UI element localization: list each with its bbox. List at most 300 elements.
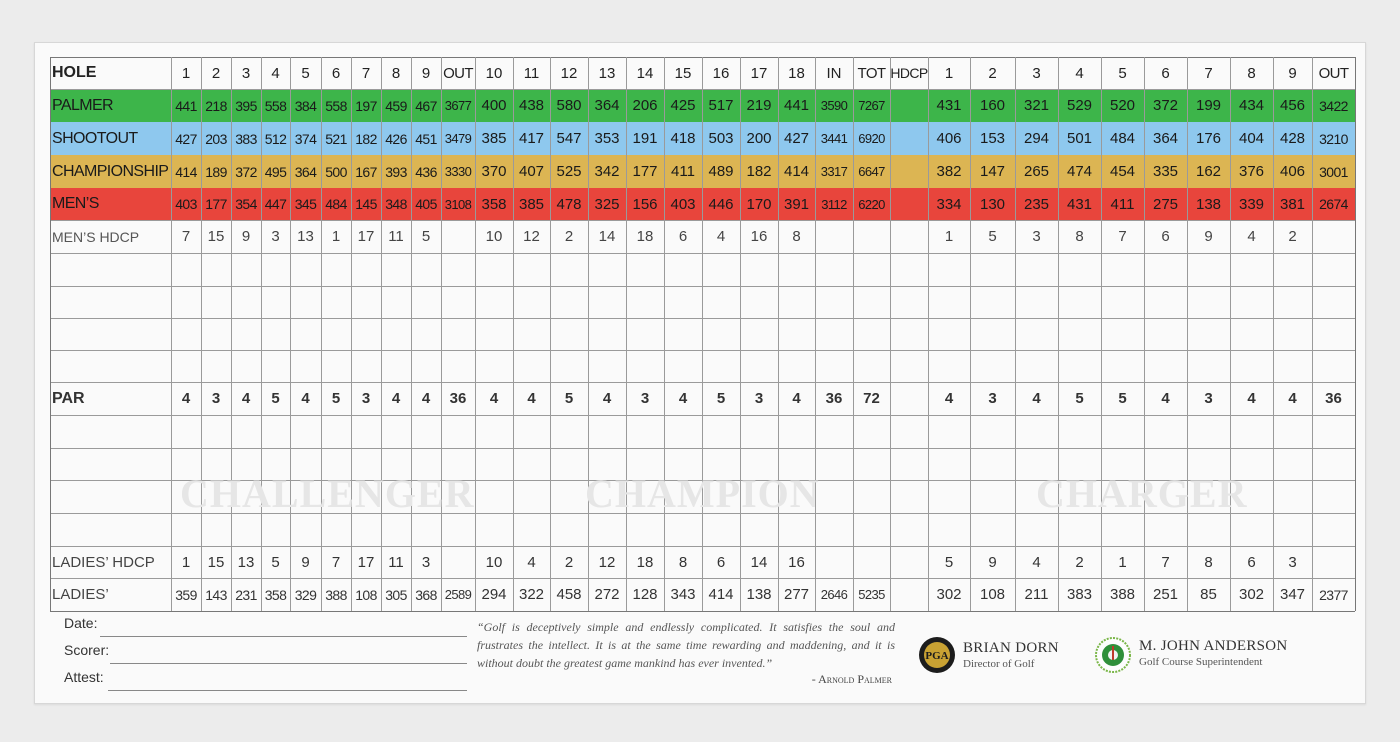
score-entry-cell[interactable] [231,513,261,546]
score-entry-cell[interactable] [351,318,381,350]
score-entry-cell[interactable] [853,415,890,448]
yardage-cell: 385 [481,130,507,147]
score-entry-cell[interactable] [815,513,853,546]
yardage-cell: 441 [783,97,810,114]
score-entry-cell[interactable] [853,253,890,286]
score-entry-cell[interactable] [740,253,778,286]
score-entry-cell[interactable] [50,350,171,382]
score-entry-cell[interactable] [261,513,290,546]
score-entry-cell[interactable] [1230,253,1273,286]
score-entry-cell[interactable] [1230,415,1273,448]
score-entry-cell[interactable] [1015,286,1058,318]
score-entry-cell[interactable] [853,318,890,350]
scorer-line[interactable] [110,663,467,664]
in-header: IN [826,64,842,82]
score-entry-cell[interactable] [50,513,171,546]
score-entry-cell[interactable] [290,318,321,350]
hdcp-cell: 8 [1075,228,1084,245]
score-entry-cell[interactable] [171,253,201,286]
score-entry-cell[interactable] [411,513,441,546]
yardage-cell: 451 [415,130,437,147]
yardage-cell: 385 [518,195,545,213]
hdcp-cell: 4 [1032,553,1041,571]
score-entry-cell[interactable] [928,286,970,318]
score-entry-cell[interactable] [890,286,928,318]
score-entry-cell[interactable] [1058,286,1101,318]
yardage-cell: 153 [979,130,1006,147]
yardage-cell: 364 [1152,130,1179,147]
score-entry-cell[interactable] [702,253,740,286]
score-entry-cell[interactable] [890,480,928,513]
score-entry-cell[interactable] [778,415,815,448]
hole-number: 17 [750,64,768,82]
score-entry-cell[interactable] [1230,350,1273,382]
score-entry-cell[interactable] [970,415,1015,448]
score-entry-cell[interactable] [778,318,815,350]
score-entry-cell[interactable] [853,513,890,546]
tee-name: MEN’S [52,195,99,212]
score-entry-cell[interactable] [231,415,261,448]
yardage-cell: 441 [175,97,197,114]
score-entry-cell[interactable] [928,513,970,546]
score-entry-cell[interactable] [513,480,550,513]
score-entry-cell[interactable] [1312,480,1355,513]
score-entry-cell[interactable] [1101,253,1144,286]
score-entry-cell[interactable] [411,253,441,286]
yardage-cell: 143 [205,586,227,603]
par-third-out: 36 [1325,390,1342,407]
score-entry-cell[interactable] [475,253,513,286]
score-entry-cell[interactable] [290,415,321,448]
score-entry-cell[interactable] [1230,513,1273,546]
yardage-cell: 197 [355,97,377,114]
yardage-cell: 200 [746,130,772,147]
score-entry-cell[interactable] [664,253,702,286]
hole-number: 11 [523,64,540,82]
score-entry-cell[interactable] [1187,415,1230,448]
score-entry-cell[interactable] [970,513,1015,546]
score-entry-cell[interactable] [1101,513,1144,546]
score-entry-cell[interactable] [1101,286,1144,318]
score-entry-cell[interactable] [381,350,411,382]
score-entry-cell[interactable] [702,415,740,448]
tot-yardage: 6920 [858,131,885,146]
score-entry-cell[interactable] [475,513,513,546]
yardage-cell: 427 [175,130,197,147]
score-entry-cell[interactable] [261,415,290,448]
yardage-cell: 354 [235,196,257,212]
par-cell: 5 [1075,390,1084,407]
score-entry-cell[interactable] [441,318,475,350]
score-entry-cell[interactable] [890,415,928,448]
score-entry-cell[interactable] [626,513,664,546]
yardage-cell: 395 [235,97,257,114]
score-entry-cell[interactable] [778,253,815,286]
score-entry-cell[interactable] [702,318,740,350]
score-entry-cell[interactable] [1187,253,1230,286]
score-entry-cell[interactable] [970,286,1015,318]
hole-number: 9 [421,64,431,82]
score-entry-cell[interactable] [513,350,550,382]
superintendent-title: Golf Course Superintendent [1139,656,1263,668]
score-entry-cell[interactable] [201,253,231,286]
score-entry-cell[interactable] [411,415,441,448]
score-entry-cell[interactable] [1187,350,1230,382]
score-entry-cell[interactable] [890,253,928,286]
yardage-cell: 156 [632,195,658,213]
score-entry-cell[interactable] [815,286,853,318]
score-entry-cell[interactable] [1015,318,1058,350]
score-entry-cell[interactable] [261,350,290,382]
score-entry-cell[interactable] [351,350,381,382]
score-entry-cell[interactable] [970,253,1015,286]
score-entry-cell[interactable] [1187,513,1230,546]
score-entry-cell[interactable] [231,286,261,318]
yardage-cell: 345 [294,196,317,212]
score-entry-cell[interactable] [626,415,664,448]
score-entry-cell[interactable] [261,286,290,318]
score-entry-cell[interactable] [853,286,890,318]
score-entry-cell[interactable] [550,448,588,480]
score-entry-cell[interactable] [351,286,381,318]
yardage-cell: 427 [783,130,810,147]
yardage-cell: 405 [415,196,437,212]
score-entry-cell[interactable] [1187,318,1230,350]
hdcp-cell: 16 [750,228,768,245]
score-entry-cell[interactable] [441,415,475,448]
tee-name: PALMER [52,96,114,114]
score-entry-cell[interactable] [1312,253,1355,286]
score-entry-cell[interactable] [1312,318,1355,350]
score-entry-cell[interactable] [853,480,890,513]
par-cell: 5 [271,390,280,407]
score-entry-cell[interactable] [928,253,970,286]
yardage-cell: 347 [1279,586,1306,603]
score-entry-cell[interactable] [381,513,411,546]
score-entry-cell[interactable] [928,415,970,448]
yardage-cell: 501 [1066,130,1093,147]
score-entry-cell[interactable] [351,253,381,286]
score-entry-cell[interactable] [513,318,550,350]
score-entry-cell[interactable] [550,350,588,382]
score-entry-cell[interactable] [588,253,626,286]
score-entry-cell[interactable] [201,513,231,546]
par-cell: 5 [1118,390,1127,407]
score-entry-cell[interactable] [1273,350,1312,382]
score-entry-cell[interactable] [702,286,740,318]
score-entry-cell[interactable] [1273,415,1312,448]
score-entry-cell[interactable] [1273,253,1312,286]
score-entry-cell[interactable] [171,286,201,318]
score-entry-cell[interactable] [201,286,231,318]
score-entry-cell[interactable] [321,350,351,382]
score-entry-cell[interactable] [1230,286,1273,318]
yardage-cell: 294 [481,586,507,603]
score-entry-cell[interactable] [1058,513,1101,546]
score-entry-cell[interactable] [1101,350,1144,382]
score-entry-cell[interactable] [1144,513,1187,546]
score-entry-cell[interactable] [740,318,778,350]
score-entry-cell[interactable] [550,513,588,546]
score-entry-cell[interactable] [513,415,550,448]
attest-line[interactable] [108,690,467,691]
yardage-cell: 177 [205,196,227,212]
score-entry-cell[interactable] [815,318,853,350]
score-entry-cell[interactable] [171,415,201,448]
score-entry-cell[interactable] [1058,253,1101,286]
score-entry-cell[interactable] [1101,318,1144,350]
yardage-cell: 407 [518,163,545,180]
score-entry-cell[interactable] [50,415,171,448]
yardage-cell: 406 [936,130,962,147]
score-entry-cell[interactable] [290,513,321,546]
score-entry-cell[interactable] [381,253,411,286]
score-entry-cell[interactable] [50,253,171,286]
score-entry-cell[interactable] [970,448,1015,480]
yardage-cell: 436 [415,163,437,180]
score-entry-cell[interactable] [290,253,321,286]
third-out-yardage: 3210 [1319,130,1348,147]
score-entry-cell[interactable] [1144,253,1187,286]
score-entry-cell[interactable] [381,415,411,448]
score-entry-cell[interactable] [290,286,321,318]
score-entry-cell[interactable] [815,480,853,513]
score-entry-cell[interactable] [588,318,626,350]
score-entry-cell[interactable] [928,448,970,480]
score-entry-cell[interactable] [970,350,1015,382]
hole-number: 5 [301,64,310,82]
score-entry-cell[interactable] [890,448,928,480]
yardage-cell: 147 [979,163,1006,180]
score-entry-cell[interactable] [1144,318,1187,350]
yardage-cell: 376 [1238,163,1265,180]
hole-number: 4 [1075,64,1084,82]
score-entry-cell[interactable] [321,286,351,318]
hole-number: 15 [674,64,692,82]
score-entry-cell[interactable] [740,286,778,318]
score-entry-cell[interactable] [1273,448,1312,480]
score-entry-cell[interactable] [475,415,513,448]
score-entry-cell[interactable] [740,513,778,546]
score-entry-cell[interactable] [381,286,411,318]
score-entry-cell[interactable] [664,415,702,448]
score-entry-cell[interactable] [290,350,321,382]
score-entry-cell[interactable] [50,286,171,318]
score-entry-cell[interactable] [626,350,664,382]
yardage-cell: 580 [556,97,582,114]
date-line[interactable] [100,636,467,637]
score-entry-cell[interactable] [475,350,513,382]
hole-number: 6 [1161,64,1170,82]
yardage-cell: 503 [708,130,734,147]
score-entry-cell[interactable] [1312,448,1355,480]
par-cell: 4 [792,390,801,407]
score-entry-cell[interactable] [778,286,815,318]
score-entry-cell[interactable] [1144,415,1187,448]
par-cell: 4 [1032,390,1041,407]
score-entry-cell[interactable] [853,448,890,480]
score-entry-cell[interactable] [441,350,475,382]
score-entry-cell[interactable] [588,415,626,448]
score-entry-cell[interactable] [550,286,588,318]
score-entry-cell[interactable] [261,253,290,286]
score-entry-cell[interactable] [664,513,702,546]
yardage-cell: 358 [264,586,287,603]
score-entry-cell[interactable] [588,286,626,318]
score-entry-cell[interactable] [815,415,853,448]
score-entry-cell[interactable] [890,318,928,350]
score-entry-cell[interactable] [513,286,550,318]
gcsaa-logo [1094,636,1132,674]
score-entry-cell[interactable] [441,513,475,546]
score-entry-cell[interactable] [1230,318,1273,350]
score-entry-cell[interactable] [171,513,201,546]
score-entry-cell[interactable] [740,350,778,382]
score-entry-cell[interactable] [231,350,261,382]
score-entry-cell[interactable] [1273,480,1312,513]
score-entry-cell[interactable] [513,253,550,286]
score-entry-cell[interactable] [928,318,970,350]
yardage-cell: 235 [1023,195,1050,213]
director-name: BRIAN DORN [963,640,1059,656]
score-entry-cell[interactable] [970,318,1015,350]
hdcp-cell: 6 [1161,228,1170,245]
score-entry-cell[interactable] [664,318,702,350]
score-entry-cell[interactable] [853,350,890,382]
score-entry-cell[interactable] [1144,350,1187,382]
score-entry-cell[interactable] [550,318,588,350]
score-entry-cell[interactable] [890,350,928,382]
score-entry-cell[interactable] [441,253,475,286]
score-entry-cell[interactable] [351,513,381,546]
hole-number: 1 [181,64,191,82]
score-entry-cell[interactable] [1058,415,1101,448]
score-entry-cell[interactable] [588,350,626,382]
score-entry-cell[interactable] [321,318,351,350]
score-entry-cell[interactable] [411,318,441,350]
score-entry-cell[interactable] [1101,415,1144,448]
score-entry-cell[interactable] [321,513,351,546]
course-watermark: CHARGER [1036,471,1248,516]
yardage-cell: 414 [175,163,197,180]
score-entry-cell[interactable] [1144,286,1187,318]
yardage-cell: 342 [594,163,620,180]
score-entry-cell[interactable] [815,448,853,480]
yardage-cell: 211 [1024,586,1049,603]
score-entry-cell[interactable] [513,513,550,546]
score-entry-cell[interactable] [1312,286,1355,318]
score-entry-cell[interactable] [1015,513,1058,546]
score-entry-cell[interactable] [1058,350,1101,382]
yardage-cell: 265 [1023,163,1050,180]
score-entry-cell[interactable] [702,350,740,382]
score-entry-cell[interactable] [1312,415,1355,448]
yardage-cell: 446 [708,195,734,213]
score-entry-cell[interactable] [550,253,588,286]
score-entry-cell[interactable] [171,350,201,382]
score-entry-cell[interactable] [740,415,778,448]
score-entry-cell[interactable] [626,286,664,318]
score-entry-cell[interactable] [664,350,702,382]
score-entry-cell[interactable] [550,480,588,513]
out-yardage: 3479 [444,131,472,146]
yardage-cell: 182 [746,163,772,180]
score-entry-cell[interactable] [411,286,441,318]
score-entry-cell[interactable] [1273,318,1312,350]
score-entry-cell[interactable] [1058,318,1101,350]
score-entry-cell[interactable] [475,286,513,318]
score-entry-cell[interactable] [970,480,1015,513]
score-entry-cell[interactable] [171,318,201,350]
score-entry-cell[interactable] [201,350,231,382]
score-entry-cell[interactable] [441,286,475,318]
score-entry-cell[interactable] [664,286,702,318]
hole-number: 2 [988,64,997,82]
tot-yardage: 7267 [858,98,885,113]
score-entry-cell[interactable] [588,513,626,546]
score-entry-cell[interactable] [475,448,513,480]
yardage-cell: 370 [481,163,507,180]
score-entry-cell[interactable] [928,480,970,513]
in-yardage: 3590 [820,98,848,113]
score-entry-cell[interactable] [1312,513,1355,546]
score-entry-cell[interactable] [513,448,550,480]
score-entry-cell[interactable] [1187,286,1230,318]
score-entry-cell[interactable] [261,318,290,350]
score-entry-cell[interactable] [928,350,970,382]
yardage-cell: 339 [1238,195,1265,213]
score-entry-cell[interactable] [50,480,171,513]
score-entry-cell[interactable] [778,513,815,546]
score-entry-cell[interactable] [626,253,664,286]
score-entry-cell[interactable] [626,318,664,350]
par-out: 36 [449,390,467,407]
score-entry-cell[interactable] [815,350,853,382]
score-entry-cell[interactable] [201,318,231,350]
score-entry-cell[interactable] [702,513,740,546]
hdcp-cell: 1 [331,228,341,245]
yardage-cell: 160 [979,97,1006,114]
score-entry-cell[interactable] [1015,415,1058,448]
score-entry-cell[interactable] [201,415,231,448]
score-entry-cell[interactable] [1273,513,1312,546]
in-yardage: 3112 [821,196,847,212]
score-entry-cell[interactable] [550,415,588,448]
score-entry-cell[interactable] [1015,350,1058,382]
score-entry-cell[interactable] [381,318,411,350]
score-entry-cell[interactable] [815,253,853,286]
score-entry-cell[interactable] [50,448,171,480]
score-entry-cell[interactable] [475,318,513,350]
score-entry-cell[interactable] [351,415,381,448]
score-entry-cell[interactable] [231,318,261,350]
score-entry-cell[interactable] [321,415,351,448]
score-entry-cell[interactable] [231,253,261,286]
yardage-cell: 382 [936,163,962,180]
hole-number: 18 [788,64,805,82]
score-entry-cell[interactable] [778,350,815,382]
score-entry-cell[interactable] [475,480,513,513]
score-entry-cell[interactable] [50,318,171,350]
score-entry-cell[interactable] [321,253,351,286]
yardage-cell: 364 [294,163,317,180]
score-entry-cell[interactable] [1015,253,1058,286]
score-entry-cell[interactable] [890,513,928,546]
score-entry-cell[interactable] [411,350,441,382]
score-entry-cell[interactable] [1312,350,1355,382]
score-entry-cell[interactable] [1273,286,1312,318]
hdcp-cell: 13 [297,228,314,245]
